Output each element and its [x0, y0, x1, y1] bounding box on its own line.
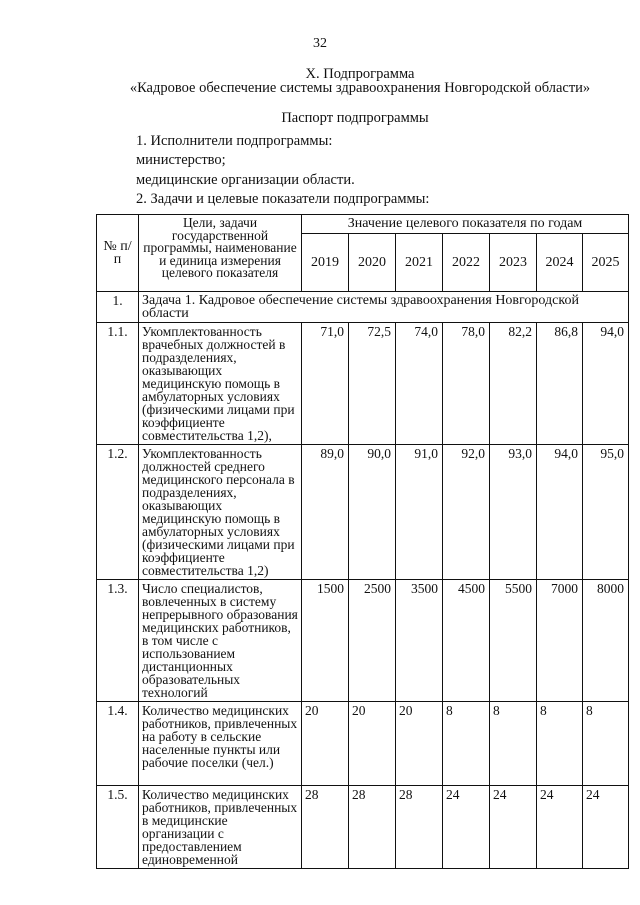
executor-medical-orgs: медицинские организации области. — [136, 172, 355, 188]
table-row — [97, 580, 629, 702]
value-cell: 20 — [302, 702, 349, 786]
indicator-text: Укомплектованность врачебных должностей в подразделениях, оказывающих медицинскую помощь в амбулаторных условиях (физическими лицами при коэффициенте совместительства 1,2), — [139, 323, 302, 445]
value-cell: 92,0 — [443, 445, 490, 580]
col-header-num: № п/п — [97, 215, 139, 292]
value-cell: 90,0 — [349, 445, 396, 580]
value-cell: 8 — [490, 702, 537, 786]
value-cell: 89,0 — [302, 445, 349, 580]
value-cell: 91,0 — [396, 445, 443, 580]
value-cell: 20 — [396, 702, 443, 786]
table-row — [97, 445, 629, 580]
value-cell: 24 — [443, 786, 490, 869]
value-cell: 1500 — [302, 580, 349, 702]
value-cell: 7000 — [537, 580, 583, 702]
value-cell: 24 — [490, 786, 537, 869]
value-cell: 20 — [349, 702, 396, 786]
value-cell: 86,8 — [537, 323, 583, 445]
value-cell: 95,0 — [583, 445, 629, 580]
value-cell: 28 — [349, 786, 396, 869]
value-cell: 4500 — [443, 580, 490, 702]
value-cell: 94,0 — [537, 445, 583, 580]
value-cell: 74,0 — [396, 323, 443, 445]
year-header: 2023 — [490, 234, 537, 292]
table-row — [97, 702, 629, 786]
indicator-text: Количество медицинских работников, привлеченных в медицинские организации с предоставлением единовременной — [139, 786, 302, 869]
task-row — [97, 292, 629, 323]
value-cell: 93,0 — [490, 445, 537, 580]
indicator-text: Число специалистов, вовлеченных в систему непрерывного образования медицинских работников, в том числе с использованием дистанционных образовательных технологий — [139, 580, 302, 702]
value-cell: 3500 — [396, 580, 443, 702]
program-title: «Кадровое обеспечение системы здравоохранения Новгородской области» — [129, 80, 591, 96]
tasks-heading: 2. Задачи и целевые показатели подпрограммы: — [136, 191, 430, 207]
row-num: 1.5. — [97, 786, 139, 869]
value-cell: 24 — [537, 786, 583, 869]
row-num: 1.3. — [97, 580, 139, 702]
year-header: 2021 — [396, 234, 443, 292]
value-cell: 94,0 — [583, 323, 629, 445]
executor-ministry: министерство; — [136, 152, 226, 168]
col-header-goals: Цели, задачи государственной программы, наименование и единица измерения целевого показателя — [139, 215, 302, 292]
value-cell: 24 — [583, 786, 629, 869]
year-header: 2019 — [302, 234, 349, 292]
value-cell: 71,0 — [302, 323, 349, 445]
page-number: 32 — [313, 36, 327, 51]
section-title: X. Подпрограмма — [305, 66, 415, 82]
col-header-values: Значение целевого показателя по годам — [302, 215, 629, 234]
row-num: 1. — [97, 292, 139, 323]
year-header: 2024 — [537, 234, 583, 292]
value-cell: 28 — [302, 786, 349, 869]
value-cell: 28 — [396, 786, 443, 869]
executors-heading: 1. Исполнители подпрограммы: — [136, 133, 333, 149]
task-text: Задача 1. Кадровое обеспечение системы здравоохранения Новгородской области — [139, 292, 629, 323]
year-header: 2020 — [349, 234, 396, 292]
value-cell: 8 — [443, 702, 490, 786]
value-cell: 5500 — [490, 580, 537, 702]
table-row — [97, 786, 629, 869]
indicator-text: Укомплектованность должностей среднего медицинского персонала в подразделениях, оказывающих медицинскую помощь в амбулаторных условиях (физическими лицами при коэффициенте совместительства 1,2) — [139, 445, 302, 580]
row-num: 1.1. — [97, 323, 139, 445]
value-cell: 8000 — [583, 580, 629, 702]
table-row — [97, 323, 629, 445]
indicators-table — [96, 214, 629, 869]
year-header: 2025 — [583, 234, 629, 292]
row-num: 1.2. — [97, 445, 139, 580]
value-cell: 72,5 — [349, 323, 396, 445]
value-cell: 78,0 — [443, 323, 490, 445]
value-cell: 8 — [583, 702, 629, 786]
indicator-text: Количество медицинских работников, привлеченных на работу в сельские населенные пункты или рабочие поселки (чел.) — [139, 702, 302, 786]
passport-heading: Паспорт подпрограммы — [281, 110, 429, 126]
value-cell: 8 — [537, 702, 583, 786]
row-num: 1.4. — [97, 702, 139, 786]
value-cell: 82,2 — [490, 323, 537, 445]
year-header: 2022 — [443, 234, 490, 292]
value-cell: 2500 — [349, 580, 396, 702]
